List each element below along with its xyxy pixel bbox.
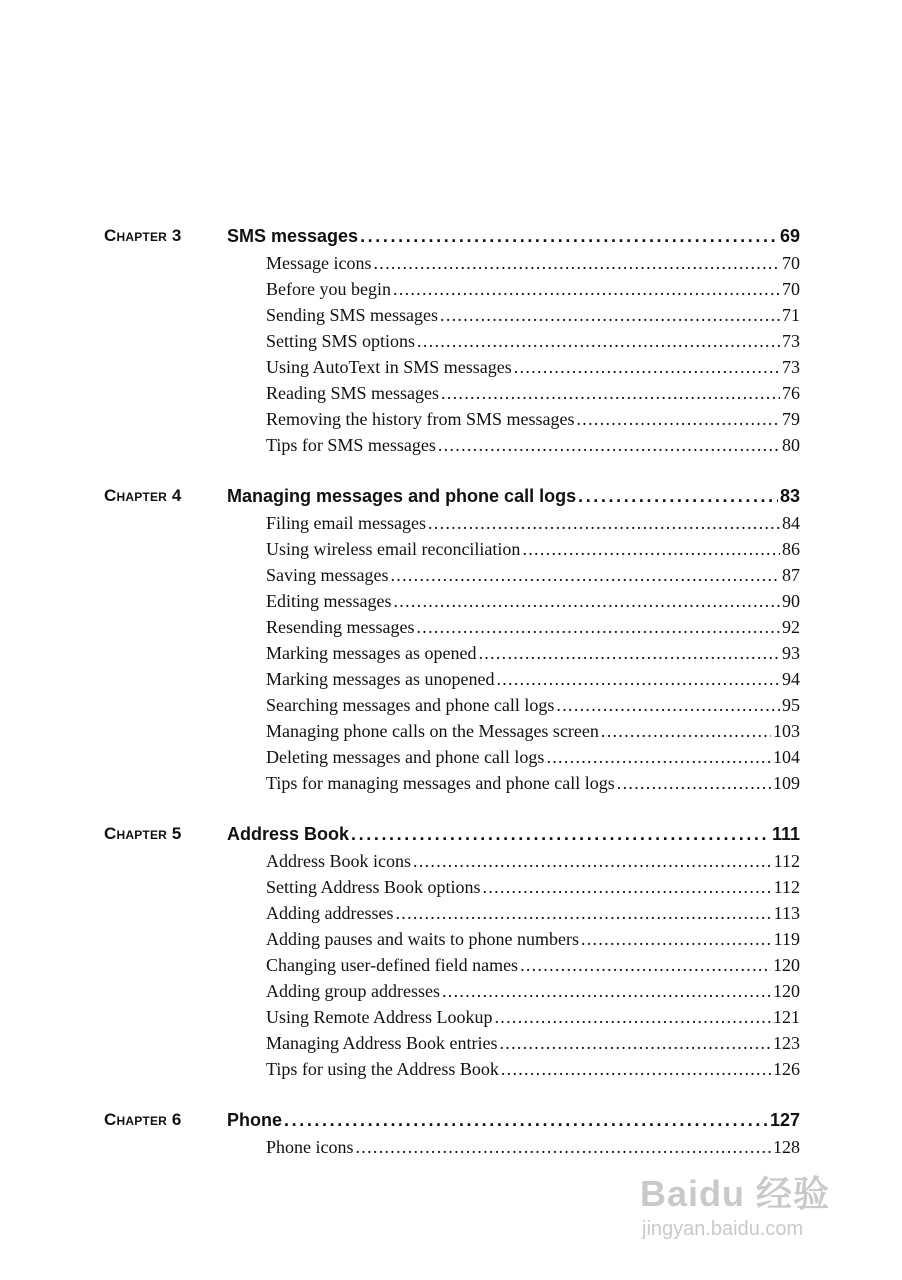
toc-entry[interactable] bbox=[266, 276, 800, 302]
chapter-page-number: 127 bbox=[769, 1110, 800, 1130]
chapter-label: Chapter 6 bbox=[104, 1110, 182, 1129]
chapter-label: Chapter 4 bbox=[104, 486, 182, 505]
dot-leader bbox=[438, 432, 780, 458]
chapter-title: SMS messages bbox=[227, 226, 359, 246]
dot-leader bbox=[393, 276, 780, 302]
entry-title: Resending messages bbox=[266, 617, 415, 637]
entry-page-number: 86 bbox=[782, 539, 800, 559]
dot-leader bbox=[601, 718, 771, 744]
entry-page-number: 128 bbox=[773, 1137, 800, 1157]
entry-title: Saving messages bbox=[266, 565, 389, 585]
dot-leader bbox=[351, 822, 770, 846]
chapter-heading[interactable] bbox=[227, 1108, 800, 1132]
chapter-label: Chapter 5 bbox=[104, 824, 182, 843]
dot-leader bbox=[373, 250, 780, 276]
toc-entry[interactable] bbox=[266, 718, 800, 744]
dot-leader bbox=[520, 952, 771, 978]
dot-leader bbox=[360, 224, 778, 248]
entry-title: Using wireless email reconciliation bbox=[266, 539, 521, 559]
entry-page-number: 76 bbox=[782, 383, 800, 403]
entry-title: Filing email messages bbox=[266, 513, 426, 533]
dot-leader bbox=[483, 874, 772, 900]
entry-title: Using Remote Address Lookup bbox=[266, 1007, 493, 1027]
toc-entry[interactable] bbox=[266, 354, 800, 380]
dot-leader bbox=[416, 614, 780, 640]
toc-entry[interactable] bbox=[266, 848, 800, 874]
entry-title: Marking messages as unopened bbox=[266, 669, 495, 689]
dot-leader bbox=[442, 978, 771, 1004]
entry-title: Reading SMS messages bbox=[266, 383, 439, 403]
entry-title: Marking messages as opened bbox=[266, 643, 477, 663]
dot-leader bbox=[514, 354, 780, 380]
toc-entry[interactable] bbox=[266, 666, 800, 692]
entry-title: Before you begin bbox=[266, 279, 391, 299]
entry-page-number: 104 bbox=[773, 747, 800, 767]
chapter-label: Chapter 3 bbox=[104, 226, 182, 245]
entry-title: Removing the history from SMS messages bbox=[266, 409, 575, 429]
toc-entry[interactable] bbox=[266, 380, 800, 406]
dot-leader bbox=[578, 484, 778, 508]
chapter-title: Address Book bbox=[227, 824, 350, 844]
toc-entry[interactable] bbox=[266, 692, 800, 718]
dot-leader bbox=[496, 666, 780, 692]
chapter-heading[interactable] bbox=[227, 224, 800, 248]
dot-leader bbox=[546, 744, 771, 770]
toc-entry[interactable] bbox=[266, 1004, 800, 1030]
entry-page-number: 90 bbox=[782, 591, 800, 611]
entry-title: Address Book icons bbox=[266, 851, 411, 871]
entry-title: Setting Address Book options bbox=[266, 877, 481, 897]
entry-page-number: 92 bbox=[782, 617, 800, 637]
entry-title: Changing user-defined field names bbox=[266, 955, 519, 975]
chapter-page-number: 83 bbox=[779, 486, 800, 506]
entry-title: Deleting messages and phone call logs bbox=[266, 747, 545, 767]
toc-entry[interactable] bbox=[266, 1056, 800, 1082]
entry-title: Adding addresses bbox=[266, 903, 394, 923]
entry-page-number: 79 bbox=[782, 409, 800, 429]
entry-page-number: 120 bbox=[773, 981, 800, 1001]
entry-title: Tips for managing messages and phone call logs bbox=[266, 773, 615, 793]
chapter-heading[interactable] bbox=[227, 484, 800, 508]
entry-title: Message icons bbox=[266, 253, 372, 273]
entry-title: Managing Address Book entries bbox=[266, 1033, 498, 1053]
toc-entry[interactable] bbox=[266, 978, 800, 1004]
entry-page-number: 70 bbox=[782, 279, 800, 299]
toc-entry[interactable] bbox=[266, 900, 800, 926]
entry-title: Tips for SMS messages bbox=[266, 435, 436, 455]
toc-entry[interactable] bbox=[266, 328, 800, 354]
toc-entry[interactable] bbox=[266, 614, 800, 640]
entry-page-number: 71 bbox=[782, 305, 800, 325]
dot-leader bbox=[441, 380, 780, 406]
entry-page-number: 119 bbox=[773, 929, 800, 949]
dot-leader bbox=[581, 926, 772, 952]
entry-title: Editing messages bbox=[266, 591, 392, 611]
toc-entry[interactable] bbox=[266, 302, 800, 328]
entry-page-number: 121 bbox=[773, 1007, 800, 1027]
dot-leader bbox=[395, 900, 771, 926]
dot-leader bbox=[478, 640, 780, 666]
watermark-url: jingyan.baidu.com bbox=[642, 1218, 804, 1240]
dot-leader bbox=[577, 406, 781, 432]
toc-entry[interactable] bbox=[266, 1134, 800, 1160]
entry-title: Adding pauses and waits to phone numbers bbox=[266, 929, 579, 949]
dot-leader bbox=[356, 1134, 772, 1160]
entry-title: Adding group addresses bbox=[266, 981, 440, 1001]
toc-entry[interactable] bbox=[266, 536, 800, 562]
dot-leader bbox=[428, 510, 780, 536]
chapter-title: Phone bbox=[227, 1110, 283, 1130]
entry-page-number: 70 bbox=[782, 253, 800, 273]
watermark-logo: Baidu 经验 bbox=[640, 1173, 831, 1214]
entry-page-number: 109 bbox=[773, 773, 800, 793]
toc-entry[interactable] bbox=[266, 952, 800, 978]
dot-leader bbox=[501, 1056, 771, 1082]
toc-entry[interactable] bbox=[266, 406, 800, 432]
dot-leader bbox=[495, 1004, 772, 1030]
dot-leader bbox=[617, 770, 771, 796]
chapter-page-number: 69 bbox=[779, 226, 800, 246]
entry-page-number: 84 bbox=[782, 513, 800, 533]
chapter-heading[interactable] bbox=[227, 822, 800, 846]
entry-page-number: 87 bbox=[782, 565, 800, 585]
toc-entry[interactable] bbox=[266, 1030, 800, 1056]
entry-title: Sending SMS messages bbox=[266, 305, 439, 325]
dot-leader bbox=[284, 1108, 768, 1132]
chapter-title: Managing messages and phone call logs bbox=[227, 486, 577, 506]
entry-page-number: 80 bbox=[782, 435, 800, 455]
entry-page-number: 73 bbox=[782, 331, 800, 351]
entry-title: Managing phone calls on the Messages screen bbox=[266, 721, 599, 741]
entry-title: Using AutoText in SMS messages bbox=[266, 357, 512, 377]
entry-page-number: 73 bbox=[782, 357, 800, 377]
toc-entry[interactable] bbox=[266, 744, 800, 770]
toc-entry[interactable] bbox=[266, 432, 800, 458]
entry-page-number: 123 bbox=[773, 1033, 800, 1053]
entry-page-number: 94 bbox=[782, 669, 800, 689]
baidu-watermark bbox=[640, 1172, 870, 1262]
toc-entry[interactable] bbox=[266, 562, 800, 588]
dot-leader bbox=[417, 328, 780, 354]
entry-title: Setting SMS options bbox=[266, 331, 416, 351]
dot-leader bbox=[440, 302, 780, 328]
dot-leader bbox=[522, 536, 780, 562]
chapter-page-number: 111 bbox=[771, 824, 800, 844]
toc-entry[interactable] bbox=[266, 770, 800, 796]
entry-page-number: 112 bbox=[773, 877, 800, 897]
entry-title: Searching messages and phone call logs bbox=[266, 695, 555, 715]
entry-page-number: 93 bbox=[782, 643, 800, 663]
dot-leader bbox=[556, 692, 780, 718]
toc-entry[interactable] bbox=[266, 640, 800, 666]
entry-page-number: 126 bbox=[773, 1059, 800, 1079]
entry-page-number: 103 bbox=[773, 721, 800, 741]
toc-entry[interactable] bbox=[266, 588, 800, 614]
entry-page-number: 120 bbox=[773, 955, 800, 975]
toc-entry[interactable] bbox=[266, 926, 800, 952]
dot-leader bbox=[413, 848, 772, 874]
entry-title: Tips for using the Address Book bbox=[266, 1059, 499, 1079]
entry-title: Phone icons bbox=[266, 1137, 354, 1157]
entry-page-number: 113 bbox=[773, 903, 800, 923]
dot-leader bbox=[393, 588, 780, 614]
toc-entry[interactable] bbox=[266, 250, 800, 276]
dot-leader bbox=[390, 562, 780, 588]
toc-entry[interactable] bbox=[266, 510, 800, 536]
entry-page-number: 112 bbox=[773, 851, 800, 871]
entry-page-number: 95 bbox=[782, 695, 800, 715]
toc-entry[interactable] bbox=[266, 874, 800, 900]
dot-leader bbox=[499, 1030, 771, 1056]
